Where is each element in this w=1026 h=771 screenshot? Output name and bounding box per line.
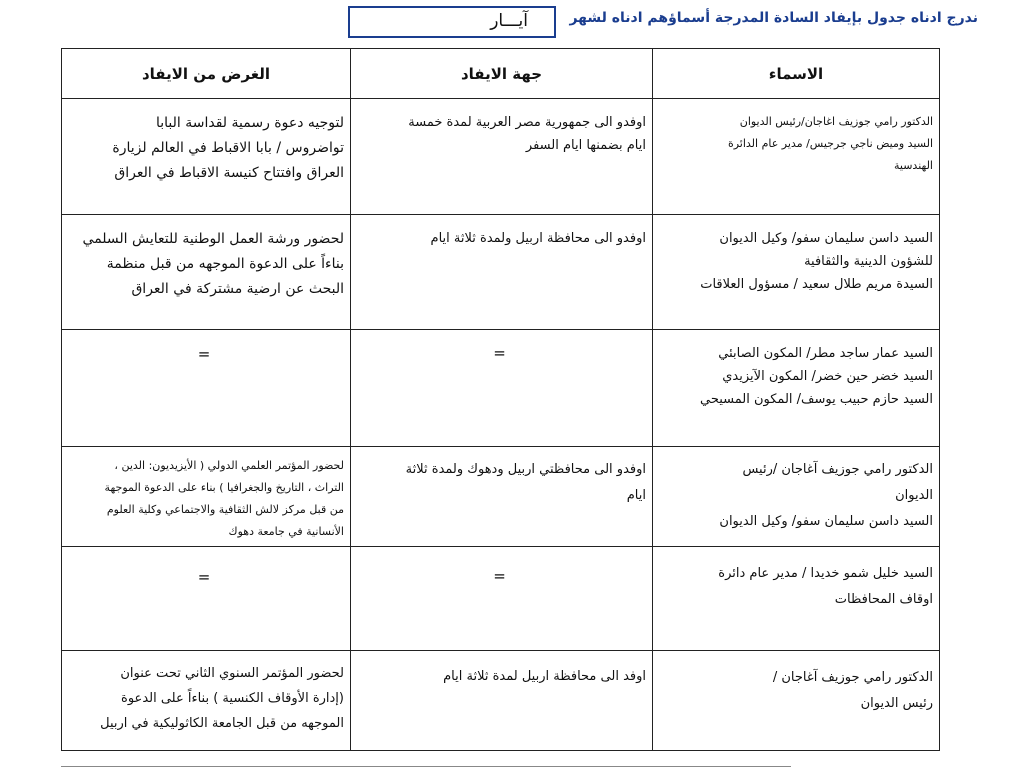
destination-cell — [351, 447, 653, 547]
destination-line: اوفدو الى محافظة اربيل ولمدة ثلاثة ايام — [430, 231, 646, 246]
ditto-mark: = — [493, 344, 506, 362]
names-line: الدكتور رامي جوزيف آغاجان / — [772, 670, 933, 685]
names-cell — [653, 651, 940, 751]
destination-cell — [351, 99, 653, 215]
purpose-line: بناءاً على الدعوة الموجهه من قبل منظمة — [106, 256, 344, 272]
names-line: السيد وميض ناجي جرجيس/ مدير عام الدائرة — [727, 137, 933, 150]
purpose-line: الموجهه من قبل الجامعة الكاثوليكية في اربيل — [100, 716, 344, 731]
table-row — [62, 651, 940, 751]
purpose-line: من قبل مركز لالش الثقافية والاجتماعي وكلية العلوم — [106, 503, 344, 516]
purpose-cell — [62, 99, 351, 215]
ditto-mark: = — [197, 568, 211, 586]
names-cell — [653, 547, 940, 651]
names-line: السيد داسن سليمان سفو/ وكيل الديوان — [719, 231, 933, 246]
purpose-line: لحضور المؤتمر العلمي الدولي ( الأيزيديون: الدين ، — [114, 459, 344, 472]
destination-cell — [351, 215, 653, 330]
names-cell — [653, 447, 940, 547]
header-purpose: الغرض من الايفاد — [62, 49, 351, 99]
table-row — [62, 99, 940, 215]
destination-cell — [351, 330, 653, 447]
month-field — [348, 6, 556, 38]
names-line: اوقاف المحافظات — [834, 592, 933, 607]
purpose-cell — [62, 651, 351, 751]
purpose-line: (إدارة الأوقاف الكنسية ) بناءاً على الدعوة — [121, 691, 344, 706]
destination-line: ايام بضمنها ايام السفر — [525, 138, 646, 153]
purpose-cell — [62, 547, 351, 651]
ditto-mark: = — [493, 567, 506, 585]
purpose-cell — [62, 215, 351, 330]
table-row — [62, 215, 940, 330]
header-names: الاسماء — [653, 49, 940, 99]
names-line: الدكتور رامي جوزيف اغاجان/رئيس الديوان — [739, 115, 933, 128]
names-line: السيد خضر حين خضر/ المكون الآيزيدي — [722, 369, 933, 384]
names-line: الهندسية — [893, 159, 933, 172]
names-line: السيد خليل شمو خديدا / مدير عام دائرة — [718, 566, 933, 581]
header-destination: جهة الايفاد — [351, 49, 653, 99]
purpose-line: تواضروس / بابا الاقباط في العالم لزيارة — [112, 140, 344, 156]
ditto-mark: = — [197, 345, 211, 363]
destination-cell — [351, 547, 653, 651]
purpose-line: لتوجيه دعوة رسمية لقداسة البابا — [155, 115, 344, 131]
purpose-cell — [62, 447, 351, 547]
delegations-table — [61, 48, 940, 751]
purpose-cell — [62, 330, 351, 447]
purpose-line: التراث ، التاريخ والجغرافيا ) بناء على الدعوة الموجهة — [104, 481, 344, 494]
destination-line: اوفدو الى محافظتي اربيل ودهوك ولمدة ثلاثة — [405, 462, 646, 477]
purpose-line: لحضور المؤتمر السنوي الثاني تحت عنوان — [120, 666, 344, 681]
footer-divider — [61, 766, 791, 767]
names-line: السيد حازم حبيب يوسف/ المكون المسيحي — [700, 392, 933, 407]
month-value: آيـــار — [490, 11, 528, 31]
destination-line: اوفد الى محافظة اربيل لمدة ثلاثة ايام — [443, 669, 646, 684]
destination-cell — [351, 651, 653, 751]
table-header-row — [62, 49, 940, 99]
names-cell — [653, 215, 940, 330]
purpose-line: البحث عن ارضية مشتركة في العراق — [131, 281, 344, 297]
table-row — [62, 447, 940, 547]
purpose-line: لحضور ورشة العمل الوطنية للتعايش السلمي — [82, 231, 344, 247]
purpose-line: العراق وافتتاح كنيسة الاقباط في العراق — [114, 165, 344, 181]
names-cell — [653, 330, 940, 447]
names-line: السيد عمار ساجد مطر/ المكون الصابئي — [718, 346, 933, 361]
names-line: للشؤون الدينية والثقافية — [804, 254, 933, 269]
names-line: رئيس الديوان — [860, 696, 933, 711]
table-row — [62, 547, 940, 651]
destination-line: اوفدو الى جمهورية مصر العربية لمدة خمسة — [408, 115, 646, 130]
names-line: الدكتور رامي جوزيف آغاجان /رئيس — [742, 462, 933, 477]
names-line: السيدة مريم طلال سعيد / مسؤول العلاقات — [700, 277, 933, 292]
names-line: الديوان — [895, 488, 933, 503]
table-row — [62, 330, 940, 447]
names-cell — [653, 99, 940, 215]
purpose-line: الأنسانية في جامعة دهوك — [228, 525, 344, 538]
names-line: السيد داسن سليمان سفو/ وكيل الديوان — [719, 514, 933, 529]
destination-line: ايام — [626, 488, 646, 503]
document-heading: ندرج ادناه جدول بإيفاد السادة المدرجة أسماؤهم ادناه لشهر — [569, 10, 978, 26]
